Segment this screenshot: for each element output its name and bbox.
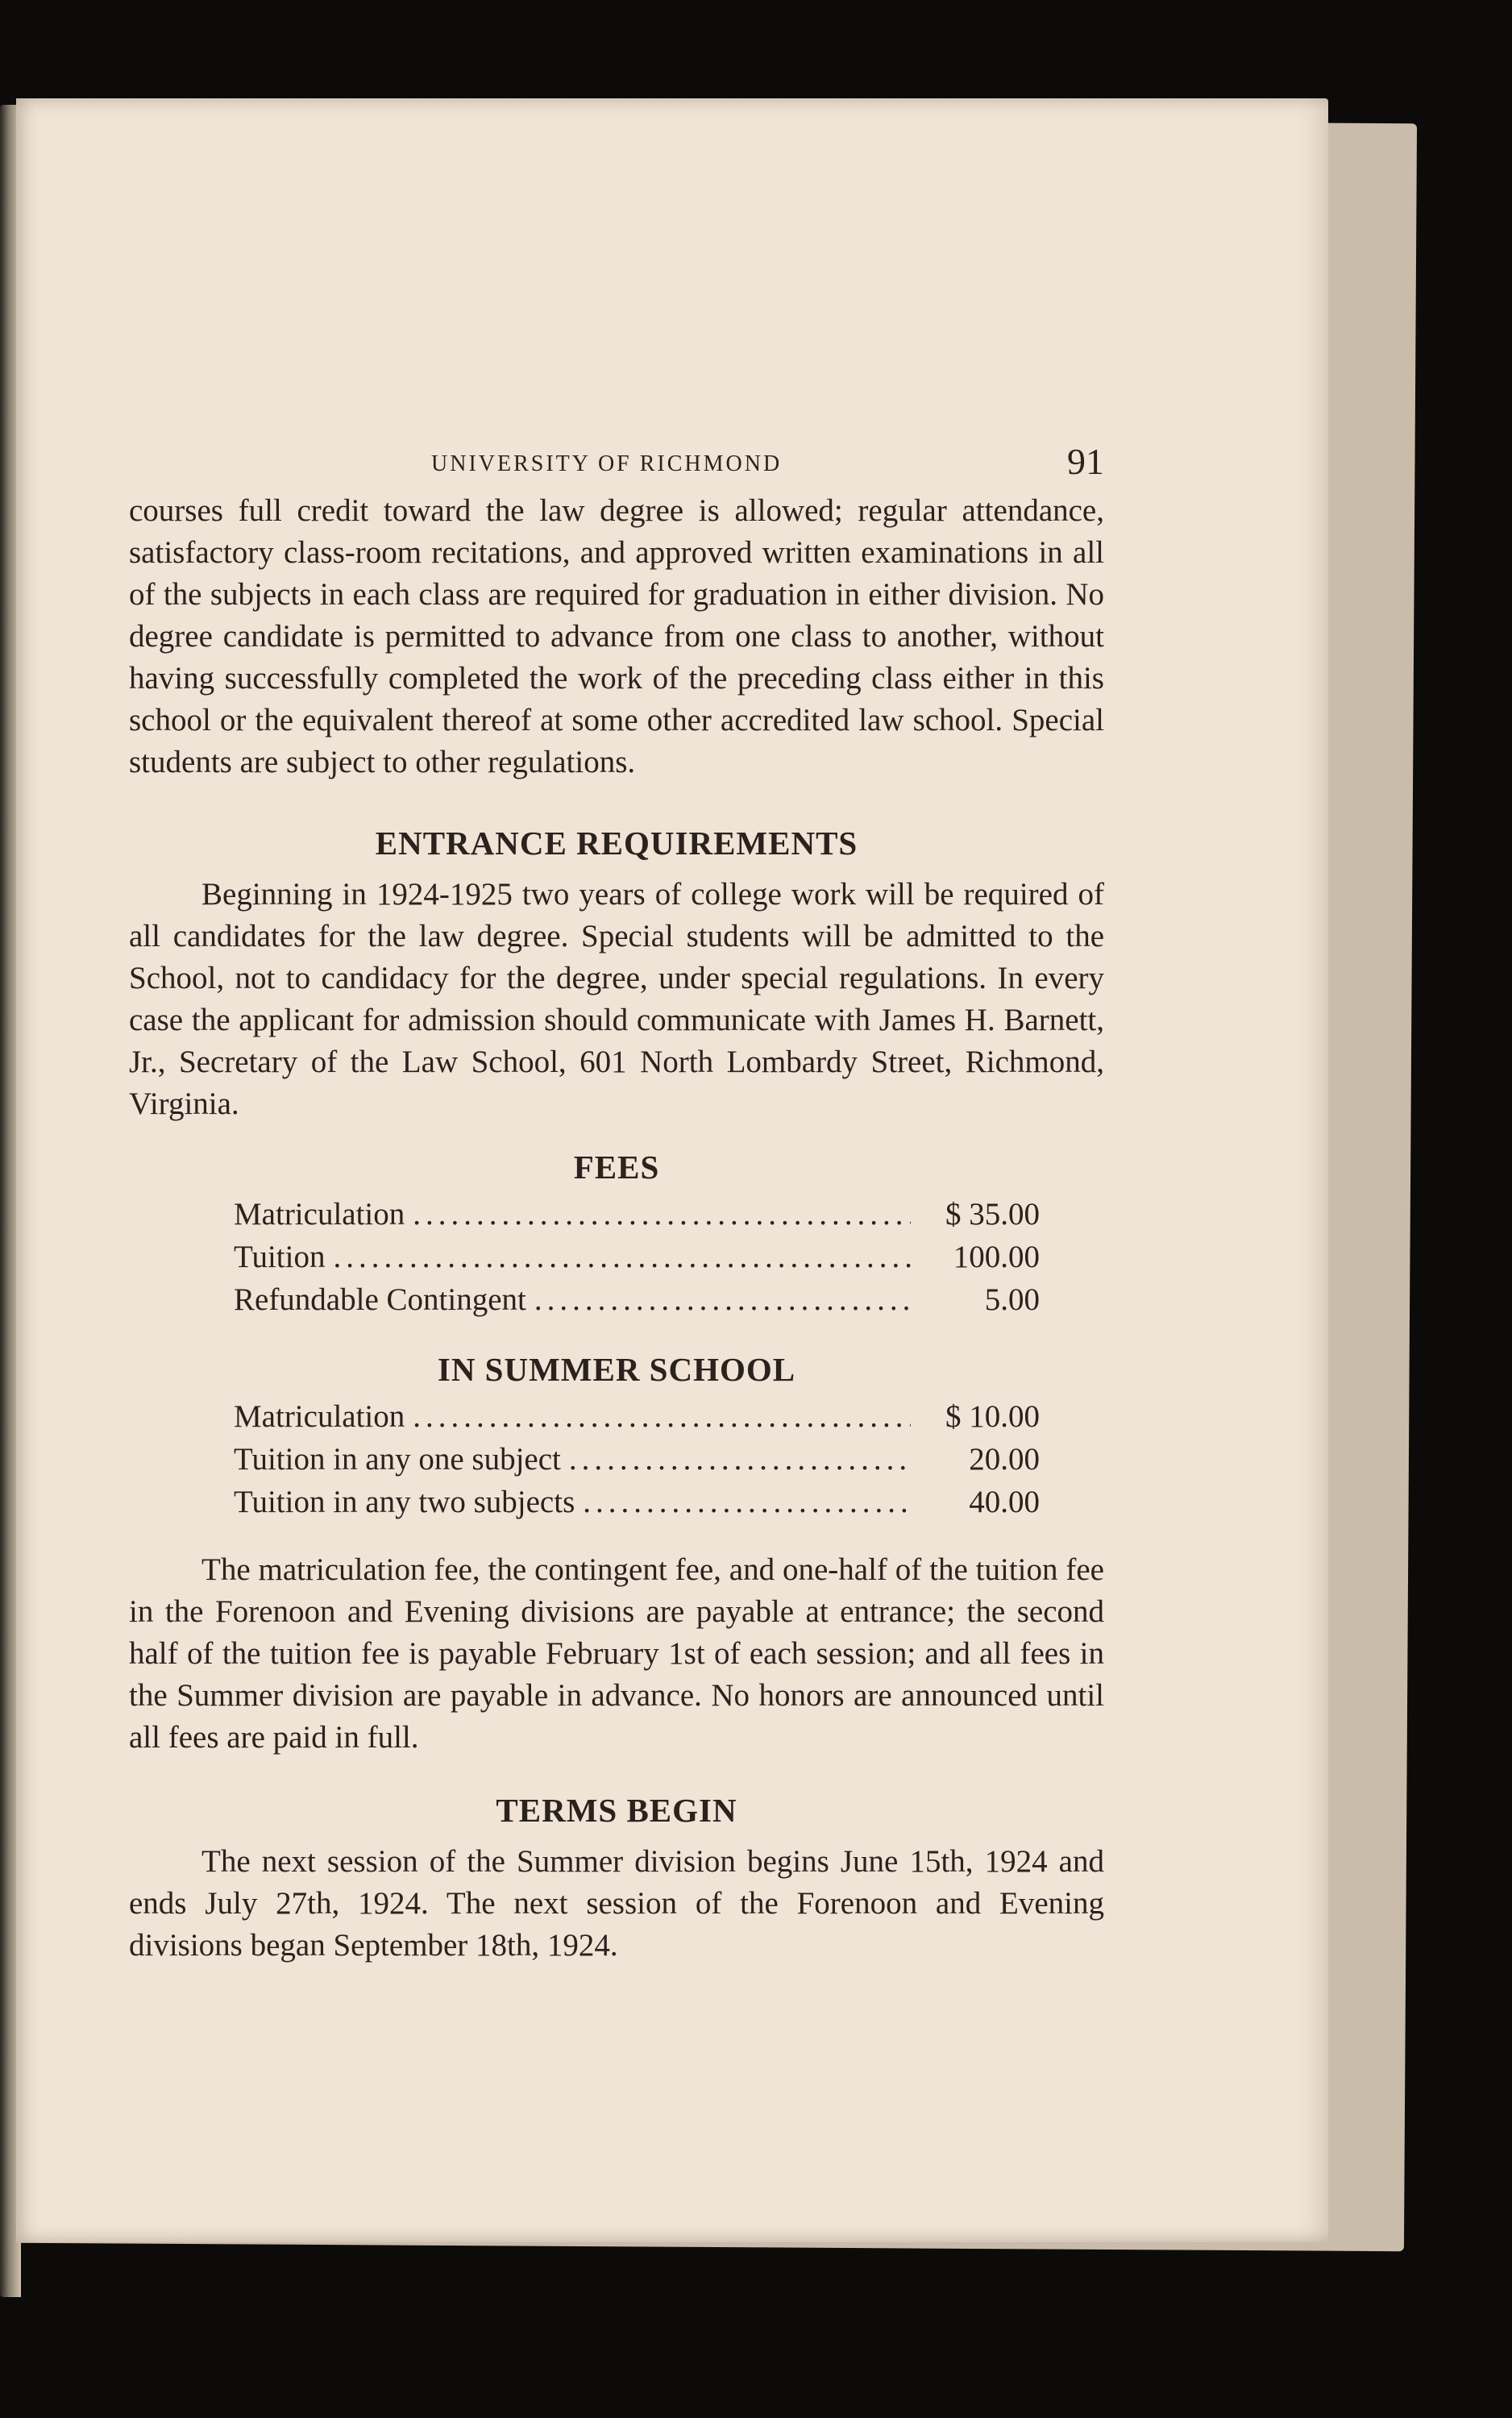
fee-label: Matriculation bbox=[234, 1399, 405, 1434]
terms-paragraph: The next session of the Summer division begins June 15th, 1924 and ends July 27th, 1924. The next session of the Forenoon and Evening divisions began September 18th, 1924. bbox=[129, 1844, 1104, 1963]
fees-table bbox=[234, 1193, 1040, 1321]
dot-leader bbox=[413, 1193, 911, 1236]
dot-leader bbox=[333, 1236, 911, 1278]
summer-heading: IN SUMMER SCHOOL bbox=[437, 1351, 796, 1388]
running-head bbox=[129, 437, 1104, 485]
dot-leader bbox=[413, 1395, 911, 1438]
fee-row bbox=[234, 1481, 1040, 1523]
payment-paragraph: The matriculation fee, the contingent fee, and one-half of the tuition fee in the Forenoon and Evening divisions are payable at entrance; the second half of the tuition fee is payable February 1st of each session; and all fees in the Summer division are payable in advance. No honors are announced until all fees are paid in full. bbox=[129, 1552, 1104, 1755]
dot-leader bbox=[534, 1278, 911, 1321]
fee-label: Matriculation bbox=[234, 1197, 405, 1232]
fee-label: Tuition in any one subject bbox=[234, 1442, 561, 1477]
fee-label: Refundable Contingent bbox=[234, 1282, 526, 1317]
summer-fees-table bbox=[234, 1395, 1040, 1523]
fee-row bbox=[234, 1236, 1040, 1278]
fee-amount: 100.00 bbox=[953, 1240, 1040, 1274]
entrance-paragraph: Beginning in 1924-1925 two years of college work will be required of all candidates for the law degree. Special students will be admitted to the School, not to candidacy for the degree, under special regulations. In every case the applicant for admission should communicate with James H. Barnett, Jr., Secretary of the Law School, 601 North Lombardy Street, Richmond, Virginia. bbox=[129, 877, 1104, 1121]
fee-amount: $ 35.00 bbox=[945, 1197, 1040, 1232]
fee-row bbox=[234, 1278, 1040, 1321]
entrance-heading: ENTRANCE REQUIREMENTS bbox=[375, 825, 858, 862]
intro-paragraph: courses full credit toward the law degree is allowed; regular attendance, satisfactory class-room recitations, and approved written examinations in all of the subjects in each class are required for graduation in either division. No degree candidate is permitted to advance from one class to another, without having successfully completed the work of the preceding class either in this school or the equivalent thereof at some other accredited law school. Special students are subject to other regulations. bbox=[129, 493, 1104, 779]
fee-label: Tuition bbox=[234, 1240, 326, 1274]
fee-row bbox=[234, 1438, 1040, 1481]
fee-row bbox=[234, 1193, 1040, 1236]
fee-amount: 40.00 bbox=[969, 1485, 1040, 1519]
fees-heading: FEES bbox=[573, 1149, 660, 1186]
page-number: 91 bbox=[1067, 441, 1104, 482]
fee-amount: 20.00 bbox=[969, 1442, 1040, 1477]
dot-leader bbox=[569, 1438, 911, 1481]
terms-heading: TERMS BEGIN bbox=[496, 1792, 737, 1829]
dot-leader bbox=[583, 1481, 911, 1523]
fee-amount: 5.00 bbox=[984, 1282, 1040, 1317]
fee-row bbox=[234, 1395, 1040, 1438]
fee-label: Tuition in any two subjects bbox=[234, 1485, 575, 1519]
page-content bbox=[129, 437, 1104, 1967]
running-title: UNIVERSITY OF RICHMOND bbox=[431, 451, 783, 476]
book-page bbox=[16, 98, 1328, 2242]
fee-amount: $ 10.00 bbox=[945, 1399, 1040, 1434]
